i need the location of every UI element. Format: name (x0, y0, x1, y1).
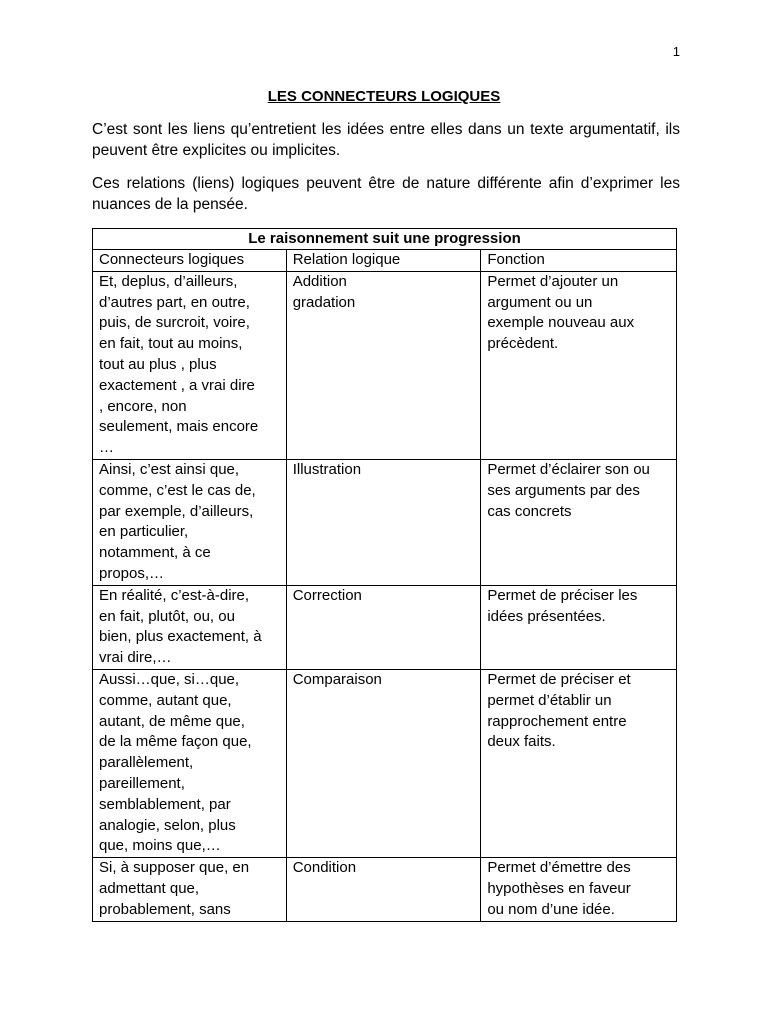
cell-line: Permet de préciser les (487, 586, 638, 604)
cell-line: cas concrets (487, 502, 572, 520)
cell-line: Permet d’éclairer son ou (487, 460, 650, 478)
table-row (93, 585, 677, 669)
cell-line: argument ou un (487, 293, 593, 311)
cell-line: analogie, selon, plus (99, 816, 236, 834)
cell-line: précèdent. (487, 335, 559, 353)
cell-line: gradation (292, 293, 356, 311)
table-row (93, 271, 677, 459)
table-caption: Le raisonnement suit une progression (93, 229, 677, 250)
cell-connecteurs (93, 585, 287, 669)
cell-connecteurs (93, 858, 287, 921)
relations-paragraph: Ces relations (liens) logiques peuvent être de nature différente afin d’exprimer les nuances de la pensée. (92, 175, 680, 213)
cell-line: hypothèses en faveur (487, 879, 631, 897)
cell-line: probablement, sans (99, 900, 231, 918)
column-header-connecteurs: Connecteurs logiques (93, 250, 287, 272)
cell-line: tout au plus , plus (99, 355, 217, 373)
cell-line: ou nom d’une idée. (487, 900, 615, 918)
cell-line: par exemple, d’ailleurs, (99, 502, 254, 520)
cell-line: admettant que, (99, 879, 200, 897)
cell-line: de la même façon que, (99, 733, 252, 751)
cell-line: deux faits. (487, 733, 556, 751)
table-row (93, 858, 677, 921)
cell-line: Aussi…que, si…que, (99, 670, 240, 688)
connectors-table (92, 228, 677, 922)
page-number: 1 (672, 44, 680, 59)
column-header-fonction: Fonction (481, 250, 677, 272)
cell-line: Permet d’émettre des (487, 859, 631, 877)
cell-relation (286, 669, 481, 857)
cell-relation (286, 459, 481, 585)
cell-line: seulement, mais encore (99, 418, 259, 436)
table-row (93, 459, 677, 585)
cell-connecteurs (93, 459, 287, 585)
cell-line: parallèlement, (99, 754, 194, 772)
cell-line: ses arguments par des (487, 481, 640, 499)
cell-line: idées présentées. (487, 607, 606, 625)
cell-line: En réalité, c’est-à-dire, (99, 586, 250, 604)
cell-line: autant, de même que, (99, 712, 245, 730)
cell-line: , encore, non (99, 397, 187, 415)
cell-line: comme, c’est le cas de, (99, 481, 256, 499)
cell-line: semblablement, par (99, 795, 231, 813)
cell-line: propos,… (99, 564, 165, 582)
cell-line: puis, de surcroit, voire, (99, 314, 250, 332)
cell-line: d’autres part, en outre, (99, 293, 250, 311)
cell-line: en fait, tout au moins, (99, 335, 243, 353)
cell-relation (286, 858, 481, 921)
cell-line: Condition (292, 859, 357, 877)
cell-line: Permet de préciser et (487, 670, 631, 688)
cell-line: vrai dire,… (99, 649, 172, 667)
cell-line: Si, à supposer que, en (99, 859, 250, 877)
cell-line: exemple nouveau aux (487, 314, 635, 332)
cell-line: exactement , a vrai dire (99, 376, 255, 394)
cell-fonction (481, 459, 677, 585)
intro-paragraph: C’est sont les liens qu’entretient les idées entre elles dans un texte argumentatif, ils peuvent être explicites ou implicites. (92, 121, 680, 159)
cell-line: en particulier, (99, 523, 189, 541)
cell-relation (286, 271, 481, 459)
cell-line: rapprochement entre (487, 712, 627, 730)
cell-line: bien, plus exactement, à (99, 628, 262, 646)
cell-line: Comparaison (292, 670, 382, 688)
cell-connecteurs (93, 271, 287, 459)
cell-line: … (99, 439, 114, 457)
cell-line: que, moins que,… (99, 837, 221, 855)
cell-line: comme, autant que, (99, 691, 232, 709)
cell-line: Correction (292, 586, 362, 604)
cell-fonction (481, 858, 677, 921)
cell-line: Permet d’ajouter un (487, 272, 619, 290)
cell-line: Et, deplus, d’ailleurs, (99, 272, 238, 290)
cell-line: Addition (292, 272, 347, 290)
cell-fonction (481, 271, 677, 459)
cell-line: notamment, à ce (99, 544, 211, 562)
cell-line: permet d’établir un (487, 691, 612, 709)
cell-fonction (481, 585, 677, 669)
cell-line: Ainsi, c’est ainsi que, (99, 460, 240, 478)
cell-line: en fait, plutôt, ou, ou (99, 607, 235, 625)
cell-connecteurs (93, 669, 287, 857)
page-title: LES CONNECTEURS LOGIQUES (267, 88, 501, 105)
cell-line: pareillement, (99, 774, 185, 792)
cell-line: Illustration (292, 460, 362, 478)
table-row (93, 669, 677, 857)
cell-relation (286, 585, 481, 669)
cell-fonction (481, 669, 677, 857)
column-header-relation: Relation logique (286, 250, 481, 272)
table-body (93, 271, 677, 921)
